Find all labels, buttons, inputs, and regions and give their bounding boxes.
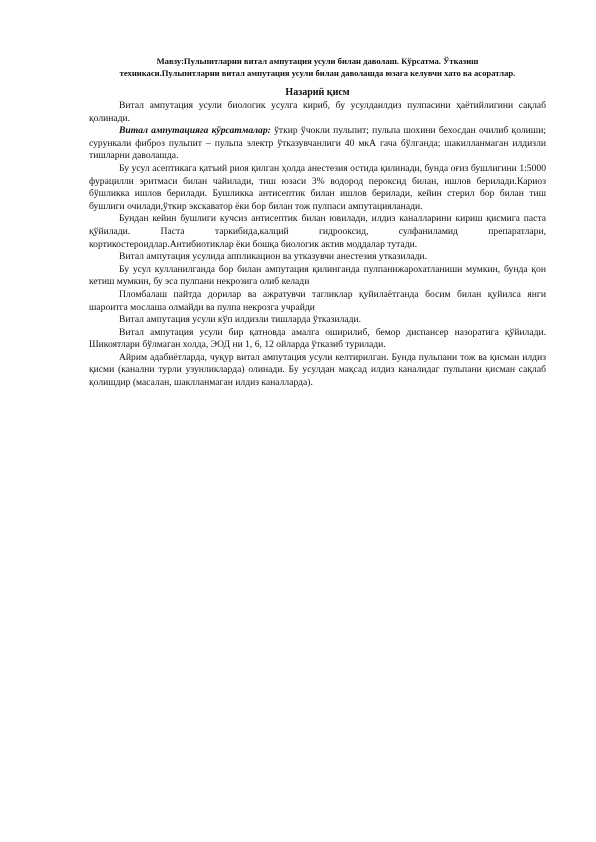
paragraph-9: Витал ампутация усули бир қатновда амалга оширилиб, бемор диспансер назоратига қўйилади. Шикоятлари бўлмаган холда, ЭОД ни 1, 6, 12 ойларда ўтказиб турилади.	[89, 326, 546, 351]
title-line-2: техникаси.Пульпитларни витал ампутация усули билан даволашда юзага келувчи хато ва асоратлар.	[119, 68, 516, 78]
paragraph-lead: Витал ампутацияга кўрсатмалар:	[119, 125, 271, 137]
paragraph-8: Витал ампутация усули кўп илдизли тишларда ўтказилади.	[119, 314, 362, 326]
paragraph-4: Бундан кейин бушлиги кучсиз антисептик билан ювилади, илдиз каналларини кириш қисмига паста қўйилади. Паста таркибида,калций гидрооксид, сулфаниламид препаратлари, кортикостероидлар.Антибиотиклар ёки бошқа биологик актив моддалар тутади.	[89, 213, 546, 250]
section-heading: Назарий қисм	[285, 87, 350, 98]
paragraph-2: Витал ампутацияга кўрсатмалар: ўткир ўчокли пульпит; пульпа шохини бехосдан очилиб қолиши; сурункали фиброз пульпит – пульпа электр ўтказувчанлиги 40 мкА гача бўлганда; шакилланмаган илдизли тишларни даволашда.	[89, 125, 546, 162]
document-title	[89, 55, 546, 79]
paragraph-5: Витал ампутация усулида аппликацион ва утказувчи анестезия утказилади.	[119, 251, 428, 263]
title-line-1: Мавзу:Пульпитларни витал ампутация усули билан даволаш. Кўрсатма. Ўтказиш	[156, 56, 479, 66]
paragraph-10: Айрим адабиётларда, чуқур витал ампутация усули келтирилган. Бунда пульпани тож ва қисман илдиз қисми (канални турли узунликларда) олинади. Бу усулдан мақсад илдиз каналидаг пульпани қисман сақлаб қолишдир (масалан, шаклланмаган илдиз каналларда).	[89, 351, 546, 389]
paragraph-3: Бу усул асептикага қатъий риоя қилган ҳолда анестезия остида қилинади, бунда оғиз бушлигини 1:5000 фурацилли эритмаси билан чайилади, тиш юзаси 3% водород пероксид билан, ишлов берилади.Кариоз бўшликка ишлов берилади. Бушликка антисептик билан ишлов берилади, кейин стерил бор билан тиш бушлиги очилади,ўткир экскаватор ёки бор билан тож пулпаси ампутацияланади.	[89, 162, 546, 212]
paragraph-1: Витал ампутация усули биологик усулга кириб, бу усулдаилдиз пулпасини ҳаётийлигини сақлаб қолинади.	[89, 100, 546, 124]
paragraph-6: Бу усул кулланилганда бор билан ампутация қилинганда пулпанижарохатланиши мумкин, бунда қон кетиш мумкин, бу эса пулпани некрозига олиб келади	[89, 263, 546, 288]
paragraph-7: Пломбалаш пайтда дорилар ва ажратувчи тагликлар қуйилаётганда босим билан қуйилса янги шароитга мослаша олмайди ва пулпа некрозга учрайди	[89, 288, 546, 313]
